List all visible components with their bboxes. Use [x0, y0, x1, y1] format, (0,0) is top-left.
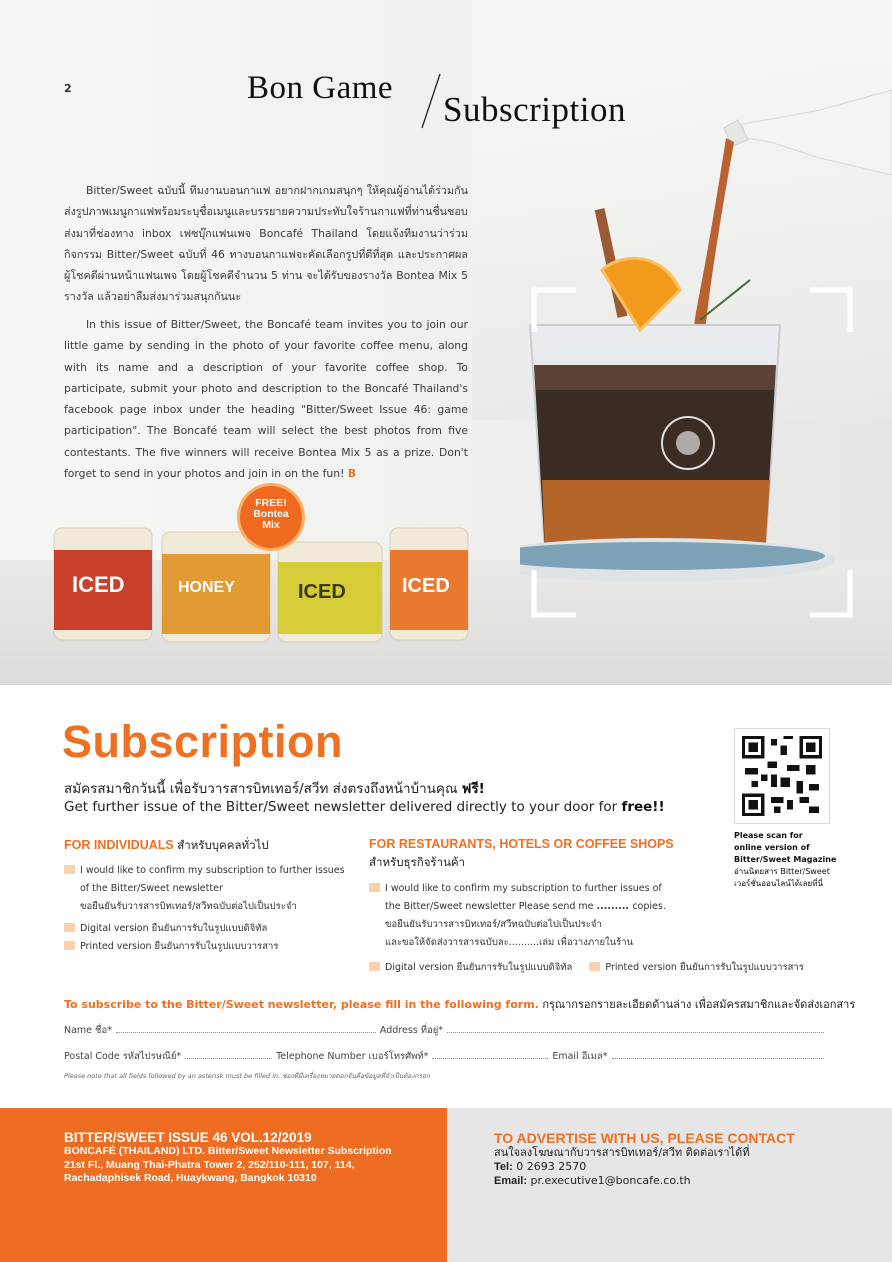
pour-stream — [692, 138, 734, 342]
subscription-title: Subscription — [62, 716, 344, 767]
checkbox-icon[interactable] — [64, 941, 75, 950]
business-options: I would like to confirm my subscription to further issues of the Bitter/Sweet newsletter Please send me ......... copies. ขอยืนยันรับวารสารบิทเทอร์/สวีทฉบับต่อไปเป็นประจำ และขอให้จัดส่งวารสารฉบับละ..........เล่ม เพื่อวางภายในร้าน — [369, 880, 729, 952]
email-link[interactable]: pr.executive1@boncafe.co.th — [527, 1174, 691, 1187]
advertise-heading: TO ADVERTISE WITH US, PLEASE CONTACT — [494, 1130, 795, 1146]
badge-line-1: FREE! — [255, 497, 287, 509]
form-row-name-address — [64, 1023, 828, 1038]
checkbox-icon[interactable] — [369, 962, 380, 971]
form-row-contact — [64, 1049, 828, 1064]
postal-field[interactable] — [185, 1051, 272, 1059]
individuals-printed-option[interactable]: Printed version ยืนยันการรับในรูปแบบวารสาร — [64, 938, 354, 956]
telephone-label: Telephone Number เบอร์โทรศัพท์* — [276, 1051, 429, 1062]
intro-english — [64, 314, 468, 484]
name-field[interactable] — [116, 1025, 376, 1033]
qr-note: Please scan for online version of Bitter/Sweet Magazine อ่านนิตยสาร Bitter/Sweet เวอร์ชั่นออนไลน์ได้เลยที่นี่ — [734, 831, 837, 888]
footer-advertise — [447, 1108, 892, 1262]
individuals-digital-option[interactable]: Digital version ยืนยันการรับในรูปแบบดิจิทัล — [64, 920, 354, 938]
checkbox-icon[interactable] — [64, 865, 75, 874]
can-apple-label: ICED — [72, 572, 125, 597]
can-peach-label: ICED — [402, 575, 450, 597]
individuals-confirm-option[interactable]: I would like to confirm my subscription to further issues — [64, 862, 354, 880]
email-label: Email อีเมล* — [552, 1051, 608, 1062]
address-field[interactable] — [447, 1025, 824, 1033]
title-bon-game: Bon Game — [247, 70, 394, 106]
intro-english-text: In this issue of Bitter/Sweet, the Boncafé team invites you to join our little game by sending in the photo of your favorite coffee menu, along with its name and a description of your favorite coffee shop. To participate, submit your photo and description to the Boncafé Thailand's facebook page inbox under the heading "Bitter/Sweet Issue 46: game participation". The Boncafé team will select the best photos from five contestants. The five winners will receive Bontea Mix 5 as a prize. Don't forget to send in your photos and join in on the fun! — [64, 318, 468, 481]
tel-line: Tel: 0 2693 2570 — [494, 1160, 587, 1173]
form-footnote: Please note that all fields followed by an asterisk must be filled in. ช่องที่มีเครื่องหมายดอกจันคือข้อมูลที่จำเป็นต้องกรอก — [64, 1072, 430, 1080]
footer-publisher — [0, 1108, 447, 1262]
free-bontea-badge — [240, 486, 302, 548]
can-lemon-label: ICED — [298, 581, 346, 603]
qr-code[interactable] — [734, 728, 830, 824]
checkbox-icon[interactable] — [369, 883, 380, 892]
email-field[interactable] — [612, 1051, 825, 1059]
business-printed-option[interactable]: Printed version ยืนยันการรับในรูปแบบวารสาร — [589, 962, 803, 973]
business-heading-th: สำหรับธุรกิจร้านค้า — [369, 855, 466, 869]
iced-tea-drink-illustration — [520, 80, 892, 640]
business-version-options — [369, 959, 809, 977]
end-mark: B — [347, 467, 357, 481]
can-honey-label: HONEY — [178, 579, 235, 596]
telephone-field[interactable] — [432, 1051, 548, 1059]
badge-line-3: Mix — [262, 519, 280, 531]
company-line: BONCAFÉ (THAILAND) LTD. Bitter/Sweet Newsletter Subscription — [64, 1145, 392, 1157]
address-label: Address ที่อยู่* — [379, 1025, 444, 1036]
bottle — [724, 90, 892, 175]
postal-label: Postal Code รหัสไปรษณีย์* — [64, 1051, 182, 1062]
tagline-thai: สมัครสมาชิกวันนี้ เพื่อรับวารสารบิทเทอร์/สวีท ส่งตรงถึงหน้าบ้านคุณ ฟรี! — [64, 781, 485, 797]
tagline-english: Get further issue of the Bitter/Sweet newsletter delivered directly to your door for free!! — [64, 799, 665, 815]
page-number: 2 — [64, 82, 72, 95]
business-heading: FOR RESTAURANTS, HOTELS OR COFFEE SHOPS — [369, 837, 674, 851]
badge-line-2: Bontea — [253, 508, 289, 520]
business-confirm-option[interactable]: I would like to confirm my subscription to further issues of — [369, 880, 729, 898]
name-label: Name ชื่อ* — [64, 1025, 112, 1036]
intro-thai-text: Bitter/Sweet ฉบับนี้ ทีมงานบอนกาแฟ อยากฝากเกมสนุกๆ ให้คุณผู้อ่านได้ร่วมกันส่งรูปภาพเมนูกาแฟพร้อมระบุชื่อเมนูและบรรยายความประทับใจร้านกาแฟที่ท่านชื่นชอบ ส่งมาที่ช่องทาง inbox เฟซบุ๊กแฟนเพจ Boncafé Thailand โดยแจ้งทีมงานว่าร่วมกิจกรรม Bitter/Sweet ฉบับที่ 46 ทางบอนกาแฟจะคัดเลือกรูปที่ดีที่สุด และประกาศผลผู้โชคดีผ่านหน้าแฟนเพจ โดยผู้โชคดีจำนวน 5 ท่าน จะได้รับของรางวัล Bontea Mix 5 รางวัล แล้วอย่าลืมส่งมาร่วมสนุกกันนะ — [64, 184, 468, 304]
address-line-2: Rachadaphisek Road, Huaykwang, Bangkok 10310 — [64, 1172, 317, 1184]
checkbox-icon[interactable] — [64, 923, 75, 932]
individuals-heading: FOR INDIVIDUALS สำหรับบุคคลทั่วไป — [64, 838, 269, 852]
address-line-1: 21st Fl., Muang Thai-Phatra Tower 2, 252/110-111, 107, 114, — [64, 1158, 355, 1171]
issue-label: BITTER/SWEET ISSUE 46 VOL.12/2019 — [64, 1130, 312, 1145]
title-subscription: Subscription — [443, 90, 626, 129]
advertise-thai: สนใจลงโฆษณากับวารสารบิทเทอร์/สวีท ติดต่อเราได้ที่ — [494, 1146, 750, 1159]
checkbox-icon[interactable] — [589, 962, 600, 971]
email-line: Email: pr.executive1@boncafe.co.th — [494, 1174, 691, 1187]
intro-thai — [64, 180, 468, 308]
individuals-options: I would like to confirm my subscription to further issues of the Bitter/Sweet newsletter ขอยืนยันรับวารสารบิทเทอร์/สวีทฉบับต่อไปเป็นประจำ Digital version ยืนยันการรับในรูปแบบดิจิทัล Printed version ยืนยันการรับในรูปแบบวารสาร — [64, 862, 354, 956]
qr-code-icon — [742, 736, 822, 816]
form-instruction: To subscribe to the Bitter/Sweet newsletter, please fill in the following form. กรุณากรอกรายละเอียดด้านล่าง เพื่อสมัครสมาชิกและจัดส่งเอกสาร — [64, 998, 856, 1011]
business-digital-option[interactable]: Digital version ยืนยันการรับในรูปแบบดิจิทัล — [369, 962, 572, 973]
